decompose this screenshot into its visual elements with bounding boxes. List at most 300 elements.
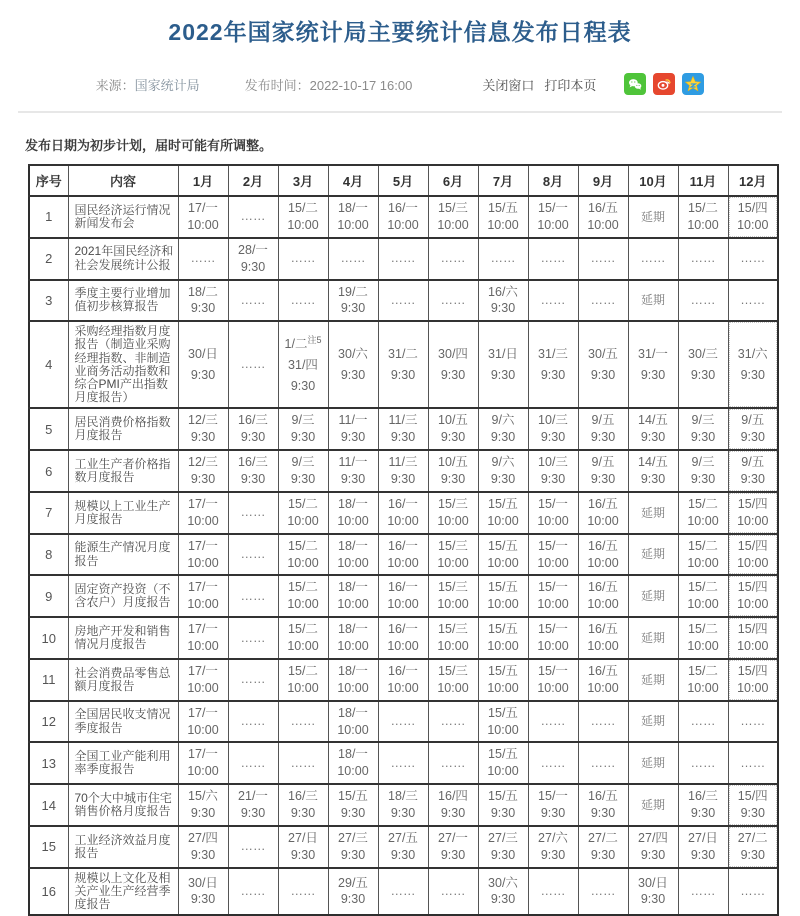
month-cell: [428, 659, 478, 701]
month-cell: [328, 238, 378, 280]
month-cell: [478, 701, 528, 743]
cell-line: 9:30: [640, 367, 666, 382]
month-cell: [328, 196, 378, 238]
column-header: 10月: [628, 165, 678, 196]
cell-line: 9/六: [491, 455, 515, 470]
month-cell: [278, 492, 328, 534]
cell-line: 15/三: [438, 622, 468, 637]
cell-line: 16/一: [388, 622, 418, 637]
month-cell: [728, 238, 778, 280]
column-header: 11月: [678, 165, 728, 196]
content-cell: 全国工业产能利用率季度报告: [68, 742, 178, 784]
cell-line: ……: [690, 883, 716, 898]
cell-line: 9:30: [340, 472, 366, 486]
cell-line: 9:30: [440, 847, 466, 862]
column-header: 7月: [478, 165, 528, 196]
month-cell: [578, 868, 628, 916]
cell-line: 10:00: [687, 639, 719, 653]
cell-line: 30/三: [688, 346, 718, 361]
cell-line: 10:00: [587, 597, 619, 612]
cell-line: ……: [390, 714, 416, 729]
month-cell: [628, 408, 678, 450]
cell-line: 16/一: [388, 580, 418, 595]
cell-line: 31/六: [737, 346, 768, 361]
month-cell: [378, 492, 428, 534]
cell-line: 31/一: [638, 346, 668, 361]
cell-line: 15/五: [488, 622, 518, 637]
month-cell: [628, 321, 678, 408]
row-number-cell: 5: [29, 408, 68, 450]
cell-line: 延期: [640, 293, 665, 308]
cell-line: 9/五: [591, 413, 615, 428]
month-cell: [378, 575, 428, 617]
month-cell: [528, 492, 578, 534]
month-cell: [578, 492, 628, 534]
cell-line: 10:00: [537, 639, 569, 653]
cell-line: ……: [740, 755, 766, 770]
publish-time: [245, 75, 413, 94]
month-cell: [478, 238, 528, 280]
month-cell: [278, 659, 328, 701]
month-cell: [178, 196, 228, 238]
cell-line: 10:00: [687, 513, 719, 528]
cell-line: 10:00: [737, 555, 769, 570]
month-cell: [328, 784, 378, 826]
month-cell: [628, 868, 678, 916]
cell-line: 27/三: [338, 830, 368, 845]
cell-line: ……: [690, 251, 716, 266]
cell-line: 15/五: [488, 201, 518, 215]
content-cell: 房地产开发和销售情况月度报告: [68, 617, 178, 659]
cell-line: 16/五: [588, 789, 618, 804]
cell-line: 16/一: [388, 201, 418, 215]
table-row: [29, 450, 778, 492]
month-cell: [478, 534, 528, 576]
cell-line: ……: [390, 755, 416, 770]
cell-line: 10:00: [487, 680, 519, 695]
cell-line: 9:30: [240, 259, 266, 274]
cell-line: 10:00: [737, 597, 769, 612]
column-header: 5月: [378, 165, 428, 196]
cell-line: 15/二: [688, 580, 718, 595]
cell-line: 延期: [640, 547, 665, 562]
cell-line: 9:30: [190, 847, 216, 862]
cell-line: ……: [240, 209, 266, 224]
month-cell: [428, 575, 478, 617]
month-cell: [528, 659, 578, 701]
cell-line: 9:30: [740, 430, 765, 445]
content-cell: 工业生产者价格指数月度报告: [68, 450, 178, 492]
cell-line: 16/一: [388, 663, 418, 678]
month-cell: [178, 408, 228, 450]
cell-line: 16/一: [388, 496, 418, 511]
month-cell: [178, 617, 228, 659]
content-cell: 2021年国民经济和社会发展统计公报: [68, 238, 178, 280]
month-cell: [378, 742, 428, 784]
cell-line: 16/五: [588, 580, 618, 595]
cell-line: ……: [590, 755, 616, 770]
weibo-icon[interactable]: [653, 73, 675, 95]
month-cell: [278, 826, 328, 868]
cell-line: 27/四: [188, 830, 218, 845]
cell-line: 27/二: [588, 830, 618, 845]
schedule-note: 发布日期为初步计划，届时可能有所调整。: [25, 138, 273, 153]
cell-line: 10:00: [387, 639, 419, 653]
cell-line: ……: [590, 714, 616, 729]
month-cell: [578, 784, 628, 826]
cell-line: 10:00: [287, 680, 319, 695]
month-cell: [528, 868, 578, 916]
month-cell: [678, 492, 728, 534]
cell-line: 9:30: [290, 847, 316, 862]
month-cell: [578, 575, 628, 617]
cell-line: 15/二: [688, 496, 718, 511]
cell-line: 15/二: [288, 663, 318, 678]
cell-line: ……: [590, 883, 616, 898]
month-cell: [378, 534, 428, 576]
schedule-table: [28, 164, 779, 916]
month-cell: [228, 321, 278, 408]
cell-line: 9:30: [690, 847, 716, 862]
cell-line: 9:30: [540, 847, 566, 862]
month-cell: [528, 826, 578, 868]
content-cell: 季度主要行业增加值初步核算报告: [68, 280, 178, 322]
month-cell: [728, 492, 778, 534]
cell-line: 16/五: [588, 201, 618, 215]
cell-line: ……: [540, 251, 566, 266]
month-cell: [428, 321, 478, 408]
month-cell: [678, 196, 728, 238]
cell-line: 16/五: [588, 496, 618, 511]
content-cell: 规模以上文化及相关产业生产经营季度报告: [68, 868, 178, 916]
print-page-link[interactable]: 打印本页: [544, 77, 597, 93]
column-header: 6月: [428, 165, 478, 196]
close-window-link[interactable]: 关闭窗口: [482, 77, 535, 93]
cell-line: 10:00: [487, 722, 519, 737]
wechat-icon[interactable]: [624, 73, 646, 95]
month-cell: [228, 492, 278, 534]
month-cell: [728, 742, 778, 784]
cell-line: 9:30: [390, 472, 416, 486]
cell-line: 9:30: [490, 430, 516, 445]
cell-line: 9:30: [540, 472, 566, 486]
month-cell: [178, 784, 228, 826]
cell-line: ……: [490, 251, 516, 266]
cell-line: 30/日: [638, 875, 668, 890]
table-row: [29, 784, 778, 826]
month-cell: [278, 575, 328, 617]
month-cell: [678, 238, 728, 280]
cell-line: 18/一: [338, 747, 368, 762]
cell-line: 31/日: [488, 346, 518, 361]
month-cell: [428, 742, 478, 784]
cell-line: 延期: [640, 209, 665, 224]
cell-line: 延期: [640, 505, 665, 520]
cell-line: ……: [640, 251, 666, 266]
cell-line: 12/三: [188, 455, 218, 470]
month-cell: [328, 450, 378, 492]
cell-line: 15/二: [688, 538, 718, 553]
month-cell: [428, 238, 478, 280]
cell-line: 10:00: [187, 513, 219, 528]
cell-line: 9/五: [741, 455, 765, 470]
cell-line: 30/日: [188, 875, 218, 890]
month-cell: [528, 575, 578, 617]
month-cell: [378, 617, 428, 659]
month-cell: [628, 826, 678, 868]
month-cell: [678, 450, 728, 492]
month-cell: [578, 701, 628, 743]
month-cell: [178, 868, 228, 916]
month-cell: [178, 826, 228, 868]
month-cell: [378, 280, 428, 322]
cell-line: 18/一: [338, 496, 368, 511]
cell-line: 17/一: [188, 580, 218, 595]
month-cell: [228, 575, 278, 617]
table-row: [29, 617, 778, 659]
month-cell: [378, 321, 428, 408]
cell-line: 15/四: [737, 789, 768, 804]
month-cell: [178, 659, 228, 701]
cell-line: 9:30: [690, 472, 716, 486]
cell-line: 10:00: [687, 217, 719, 232]
cell-line: 29/五: [338, 875, 368, 890]
content-cell: 国民经济运行情况新闻发布会: [68, 196, 178, 238]
month-cell: [378, 868, 428, 916]
month-cell: [628, 617, 678, 659]
month-cell: [578, 742, 628, 784]
month-cell: [678, 617, 728, 659]
cell-line: 10:00: [487, 597, 519, 612]
month-cell: [478, 868, 528, 916]
cell-line: 15/四: [737, 201, 768, 215]
month-cell: [478, 826, 528, 868]
cell-line: 9/三: [291, 455, 315, 470]
month-cell: [278, 784, 328, 826]
cell-line: ……: [240, 714, 266, 729]
cell-line: 15/三: [438, 201, 468, 215]
cell-line: 15/五: [488, 663, 518, 678]
month-cell: [278, 742, 328, 784]
month-cell: [478, 659, 528, 701]
month-cell: [278, 450, 328, 492]
month-cell: [278, 408, 328, 450]
row-number-cell: 3: [29, 280, 68, 322]
month-cell: [528, 534, 578, 576]
cell-line: 9:30: [390, 367, 416, 382]
cell-line: 27/六: [538, 830, 568, 845]
cell-line: 10:00: [187, 555, 219, 570]
cell-line: 18/一: [338, 705, 368, 720]
cell-line: 延期: [640, 714, 665, 729]
column-header: 内容: [68, 165, 178, 196]
month-cell: [728, 408, 778, 450]
cell-line: 11/一: [338, 455, 368, 470]
month-cell: [628, 450, 678, 492]
row-number-cell: 16: [29, 868, 68, 916]
cell-line: 9:30: [640, 847, 666, 862]
cell-line: 9:30: [190, 430, 216, 445]
table-row: [29, 575, 778, 617]
cell-line: 9:30: [390, 806, 416, 820]
cell-line: 9:30: [640, 430, 666, 445]
cell-line: 15/四: [737, 663, 768, 678]
cell-line: 16/五: [588, 663, 618, 678]
cell-line: 10:00: [687, 555, 719, 570]
qzone-star: [684, 75, 702, 93]
cell-line: 9:30: [490, 301, 516, 316]
cell-line: 15/三: [438, 663, 468, 678]
month-cell: [428, 617, 478, 659]
table-row: [29, 826, 778, 868]
column-header: 8月: [528, 165, 578, 196]
cell-line: 18/二: [188, 284, 218, 299]
cell-line: 17/一: [188, 538, 218, 553]
cell-line: 15/五: [488, 538, 518, 553]
month-cell: [728, 826, 778, 868]
table-row: [29, 868, 778, 916]
cell-line: 11/三: [388, 413, 418, 428]
month-cell: [228, 826, 278, 868]
row-number-cell: 13: [29, 742, 68, 784]
month-cell: [428, 534, 478, 576]
cell-line: 10:00: [587, 680, 619, 695]
month-cell: [328, 280, 378, 322]
month-cell: [528, 450, 578, 492]
cell-line: 9:30: [340, 892, 366, 907]
cell-line: 9:30: [190, 301, 216, 316]
cell-line: 9:30: [690, 430, 716, 445]
content-cell: 70个大中城市住宅销售价格月度报告: [68, 784, 178, 826]
cell-line: 16/五: [588, 538, 618, 553]
cell-line: 9:30: [590, 806, 616, 820]
month-cell: [578, 617, 628, 659]
cell-line: 15/二: [688, 622, 718, 637]
cell-line: ……: [740, 251, 766, 266]
month-cell: [728, 701, 778, 743]
cell-line: 27/日: [688, 830, 718, 845]
month-cell: [328, 617, 378, 659]
cell-line: 10:00: [587, 217, 619, 232]
month-cell: [328, 701, 378, 743]
month-cell: [678, 784, 728, 826]
qzone-icon[interactable]: [682, 73, 704, 95]
window-actions: [482, 75, 596, 94]
month-cell: [678, 826, 728, 868]
cell-line: ……: [690, 292, 716, 307]
cell-line: 9:30: [640, 892, 666, 907]
cell-line: 10:00: [337, 597, 369, 612]
month-cell: [278, 238, 328, 280]
month-cell: [328, 659, 378, 701]
month-cell: [678, 321, 728, 408]
cell-line: 11/一: [338, 413, 368, 428]
cell-line: 10:00: [737, 513, 769, 528]
month-cell: [478, 575, 528, 617]
cell-line: 15/二: [288, 496, 318, 511]
cell-line: 10:00: [537, 680, 569, 695]
column-header: 2月: [228, 165, 278, 196]
cell-line: 30/六: [488, 875, 518, 890]
cell-line: 9:30: [340, 847, 366, 862]
cell-line: 9:30: [490, 367, 516, 382]
cell-line: 10:00: [437, 217, 469, 232]
cell-line: 17/一: [188, 496, 218, 511]
cell-line: 27/日: [288, 830, 318, 845]
cell-line: 9:30: [340, 367, 366, 382]
month-cell: [228, 450, 278, 492]
cell-line: 15/四: [737, 496, 768, 511]
month-cell: [178, 492, 228, 534]
cell-line: 9:30: [490, 472, 516, 486]
cell-line: ……: [440, 883, 466, 898]
month-cell: [578, 321, 628, 408]
cell-line: 9:30: [740, 472, 765, 486]
month-cell: [728, 534, 778, 576]
month-cell: [628, 238, 678, 280]
cell-line: 21/一: [238, 789, 268, 804]
month-cell: [428, 701, 478, 743]
month-cell: [478, 450, 528, 492]
cell-line: 16/三: [288, 789, 318, 804]
cell-line: 30/六: [338, 346, 368, 361]
month-cell: [228, 742, 278, 784]
cell-line: 16/四: [438, 789, 468, 804]
cell-line: 10:00: [537, 217, 569, 232]
cell-line: 18/一: [338, 538, 368, 553]
cell-line: ……: [190, 251, 216, 266]
cell-line: 9:30: [440, 367, 466, 382]
cell-line: 9:30: [240, 430, 266, 445]
cell-line: ……: [590, 292, 616, 307]
cell-line: ……: [240, 839, 266, 854]
cell-line: 27/二: [737, 830, 768, 845]
cell-line: 10:00: [287, 513, 319, 528]
cell-line: 15/一: [538, 622, 568, 637]
cell-line: 9:30: [490, 892, 516, 907]
cell-line: 17/一: [188, 201, 218, 215]
cell-line: 延期: [640, 672, 665, 687]
month-cell: [678, 659, 728, 701]
cell-line: ……: [290, 714, 316, 729]
cell-line: ……: [690, 714, 716, 729]
cell-line: 17/一: [188, 705, 218, 720]
cell-line: 9:30: [340, 430, 366, 445]
month-cell: [278, 280, 328, 322]
cell-line: 10:00: [337, 513, 369, 528]
month-cell: [378, 408, 428, 450]
month-cell: [578, 408, 628, 450]
cell-line: 15/三: [438, 580, 468, 595]
cell-line: 10:00: [337, 680, 369, 695]
cell-line: 9:30: [240, 472, 266, 486]
cell-line: ……: [240, 357, 266, 372]
month-cell: [178, 321, 228, 408]
month-cell: [578, 238, 628, 280]
month-cell: [328, 408, 378, 450]
cell-line: ……: [340, 251, 366, 266]
cell-line: 10:00: [187, 217, 219, 232]
cell-line: 10:00: [337, 639, 369, 653]
month-cell: [478, 617, 528, 659]
cell-line: 10:00: [737, 639, 769, 653]
cell-line: 10:00: [287, 217, 319, 232]
month-cell: [228, 238, 278, 280]
cell-line: 19/二: [338, 284, 368, 299]
cell-line: 10:00: [287, 555, 319, 570]
cell-line: 31/二: [388, 346, 418, 361]
cell-line: 9:30: [290, 806, 316, 820]
